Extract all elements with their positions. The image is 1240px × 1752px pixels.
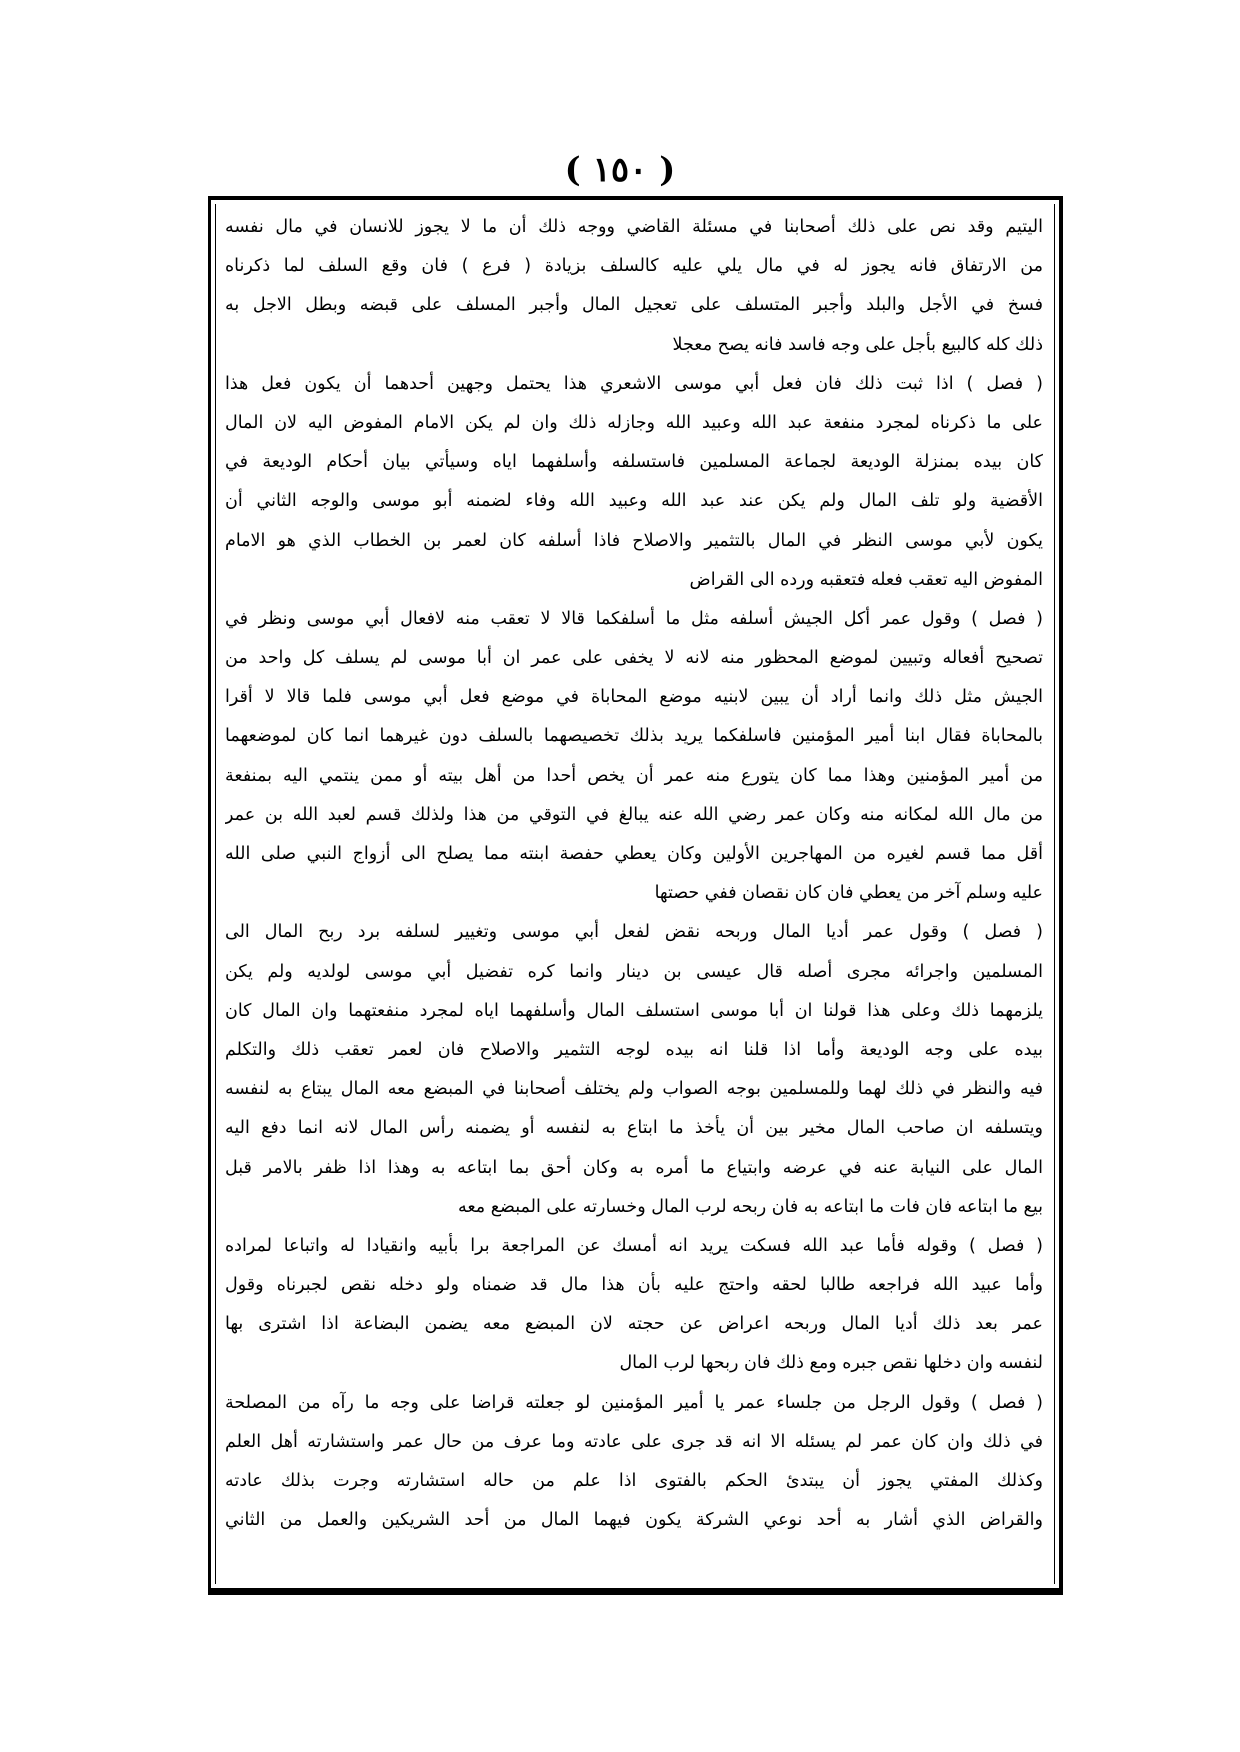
text-body [225,208,1043,1580]
text-line: ويتسلفه ان صاحب المال مخير بين أن يأخذ ما ابتاع به لنفسه أو يضمنه رأس المال لانه انما دفع اليه [225,1118,1043,1139]
text-line: من الارتفاق فانه يجوز له في مال يلي عليه كالسلف بزيادة ( فرع ) فان وقع السلف لما ذكرناه [225,256,1043,277]
text-line: فسخ في الأجل والبلد وأجبر المتسلف على تعجيل المال وأجبر المسلف على قبضه وبطل الاجل به [225,295,1043,316]
text-line: ( فصل ) وقول الرجل من جلساء عمر يا أمير المؤمنين لو جعلته قراضا على وجه ما رآه من المصلحة [225,1392,1043,1413]
text-line: من مال الله لمكانه منه وكان عمر رضي الله عنه يبالغ في التوقي من هذا ولذلك قسم لعبد الله بن عمر [225,804,1043,825]
text-line: الجيش مثل ذلك وانما أراد أن يبين لابنيه موضع المحاباة في موضع فعل أبي موسى فلما قالا لا أقرا [225,687,1043,708]
text-line: المال على النيابة عنه في عرضه وابتياع ما أمره به وكان أحق بما ابتاعه به وهذا اذا ظفر بالامر قبل [225,1157,1043,1178]
text-line: وكذلك المفتي يجوز أن يبتدئ الحكم بالفتوى اذا علم من حاله استشارته وجرت بذلك عادته [225,1471,1043,1491]
text-line: كان بيده بمنزلة الوديعة لجماعة المسلمين فاستسلفه وأسلفهما اياه وسيأتي بيان أحكام الوديعة في [225,452,1043,473]
text-line: ( فصل ) وقول عمر أديا المال وربحه نقض لفعل أبي موسى وتغيير لسلفه برد ربح المال الى [225,922,1043,943]
text-line: في ذلك وان كان عمر لم يسئله الا انه قد جرى على عادته وما عرف من حال عمر واستشارته أهل العلم [225,1431,1043,1452]
text-line: ذلك كله كالبيع بأجل على وجه فاسد فانه يصح معجلا [672,334,1043,355]
text-line: ( فصل ) اذا ثبت ذلك فان فعل أبي موسى الاشعري هذا يحتمل وجهين أحدهما أن يكون فعل هذا [225,373,1043,394]
text-line: يلزمهما ذلك وعلى هذا قولنا ان أبا موسى استسلف المال وأسلفهما اياه لمجرد منفعتهما وان المال كان [225,1000,1043,1021]
text-line: بيده على وجه الوديعة وأما اذا قلنا انه بيده لوجه التثمير والاصلاح فان لعمر تعقب ذلك والتكلم [225,1039,1043,1060]
text-line: ( فصل ) وقول عمر أكل الجيش أسلفه مثل ما أسلفكما قالا لا تعقب منه لافعال أبي موسى ونظر في [225,608,1043,629]
text-line: من أمير المؤمنين وهذا مما كان يتورع منه عمر أن يخص أحدا من أهل بيته أو ممن ينتمي اليه بمنفعة [225,765,1043,786]
text-line: المسلمين واجرائه مجرى أصله قال عيسى بن دينار وانما كره تفضيل أبي موسى لولديه ولم يكن [225,961,1043,982]
text-frame [208,196,1063,1595]
text-line: أقل مما قسم لغيره من المهاجرين الأولين وكان يعطي حفصة ابنته مما يصلح الى أزواج النبي صلى الله [225,844,1043,864]
text-line: عليه وسلم آخر من يعطي فان كان نقصان ففي حصتها [654,883,1043,904]
text-line: يكون لأبي موسى النظر في المال بالتثمير والاصلاح فاذا أسلفه كان لعمر بن الخطاب الذي هو الامام [225,530,1043,551]
text-line: وأما عبيد الله فراجعه طالبا لحقه واحتج عليه بأن هذا مال قد ضمناه ولو دخله نقص لجبرناه وقول [225,1275,1043,1296]
text-line: الأقضية ولو تلف المال ولم يكن عند عبد الله وعبيد الله وفاء لضمنه أبو موسى والوجه الثاني أن [225,491,1043,512]
page-number: ( ١٥٠ ) [564,150,676,190]
text-line: والقراض الذي أشار به أحد نوعي الشركة يكون فيهما المال من أحد الشريكين والعمل من الثاني [225,1510,1043,1531]
text-line: بيع ما ابتاعه فان فات ما ابتاعه به فان ربحه لرب المال وخسارته على المبضع معه [457,1196,1043,1217]
text-line: فيه والنظر في ذلك لهما وللمسلمين بوجه الصواب ولم يختلف أصحابنا في المبضع معه المال يبتاع به لنفسه [225,1079,1043,1100]
text-line: على ما ذكرناه لمجرد منفعة عبد الله وعبيد الله وجازله ذلك وان لم يكن الامام المفوض اليه لان المال [225,412,1043,433]
text-line: تصحيح أفعاله وتبيين لموضع المحظور منه لانه لا يخفى على عمر ان أبا موسى لم يسلف كل واحد من [225,648,1043,669]
text-line: ( فصل ) وقوله فأما عبد الله فسكت يريد انه أمسك عن المراجعة برا بأبيه وانقيادا له واتباعا لمراده [225,1235,1043,1256]
text-line: اليتيم وقد نص على ذلك أصحابنا في مسئلة القاضي ووجه ذلك أن ما لا يجوز للانسان في مال نفسه [225,217,1043,237]
text-line: لنفسه وان دخلها نقص جبره ومع ذلك فان ربحها لرب المال [619,1353,1043,1374]
text-line: عمر بعد ذلك أديا المال وربحه اعراض عن حجته لان المبضع معه يضمن البضاعة اذا اشترى بها [225,1314,1043,1335]
text-line: بالمحاباة فقال ابنا أمير المؤمنين فاسلفكما يريد بذلك تخصيصهما بالسلف دون غيرهما انما كان لموضعهما [225,726,1043,747]
text-line: المفوض اليه تعقب فعله فتعقبه ورده الى القراض [689,569,1043,590]
